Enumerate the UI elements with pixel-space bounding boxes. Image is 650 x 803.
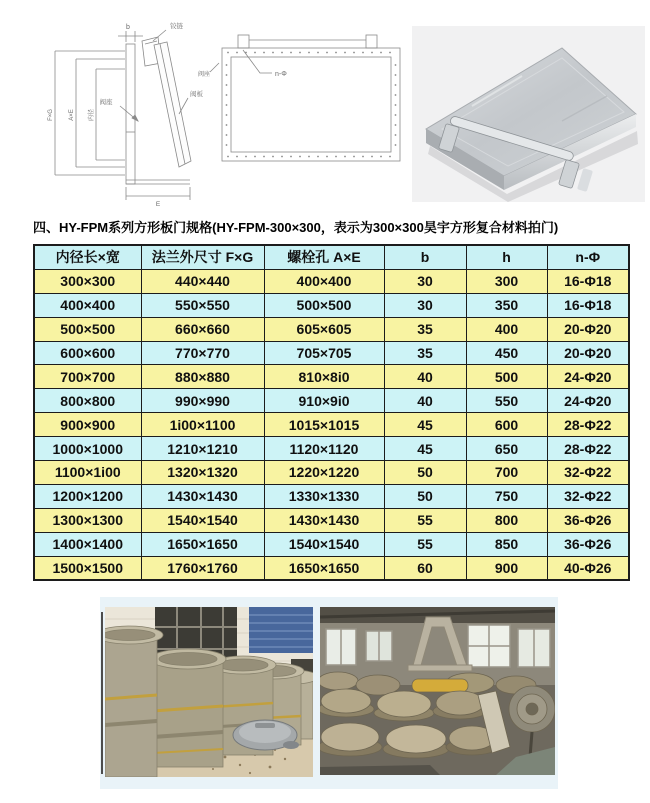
table-row <box>34 341 629 365</box>
dim-bolt-label: A×E <box>69 109 75 121</box>
table-cell: 500×500 <box>264 293 384 317</box>
table-cell: 1210×1210 <box>141 437 264 461</box>
spec-table-head <box>34 245 629 269</box>
front-view-drawing <box>198 20 408 180</box>
table-cell: 400 <box>466 317 547 341</box>
table-cell: 1430×1430 <box>264 508 384 532</box>
table-cell: 1015×1015 <box>264 413 384 437</box>
table-cell: 400×400 <box>34 293 141 317</box>
table-cell: 750 <box>466 484 547 508</box>
table-row <box>34 556 629 580</box>
table-cell: 910×9i0 <box>264 389 384 413</box>
table-cell: 1100×1i00 <box>34 461 141 485</box>
table-row <box>34 461 629 485</box>
table-cell: 1i00×1100 <box>141 413 264 437</box>
factory-photo-left-svg <box>105 607 313 777</box>
table-cell: 40 <box>384 389 466 413</box>
dim-outer-label: F×G <box>48 109 54 121</box>
table-cell: 500 <box>466 365 547 389</box>
table-cell: 700 <box>466 461 547 485</box>
table-row <box>34 317 629 341</box>
hinge-tab-right <box>366 35 377 48</box>
table-cell: 1400×1400 <box>34 532 141 556</box>
table-cell: 36-Φ26 <box>547 532 629 556</box>
flange-outer-rect <box>222 48 400 161</box>
flange-plate <box>126 44 135 184</box>
table-cell: 1540×1540 <box>264 532 384 556</box>
table-cell: 16-Φ18 <box>547 269 629 293</box>
table-cell: 32-Φ22 <box>547 484 629 508</box>
seat-label: 阀座 <box>99 99 113 106</box>
table-cell: 1760×1760 <box>141 556 264 580</box>
table-cell: 32-Φ22 <box>547 461 629 485</box>
table-cell: 700×700 <box>34 365 141 389</box>
table-cell: 35 <box>384 317 466 341</box>
table-cell: 705×705 <box>264 341 384 365</box>
factory-photo-left <box>105 607 313 777</box>
column-header: b <box>384 245 466 269</box>
product-photo-svg <box>412 26 645 202</box>
table-cell: 45 <box>384 437 466 461</box>
dim-inner-label: 内径 <box>89 108 95 122</box>
dim-b-label: b <box>126 24 130 31</box>
factory-photo-right-svg <box>320 607 555 775</box>
factory-photos-panel <box>100 597 558 789</box>
table-cell: 1120×1120 <box>264 437 384 461</box>
table-cell: 55 <box>384 532 466 556</box>
spec-table <box>33 244 630 581</box>
table-cell: 600×600 <box>34 341 141 365</box>
table-cell: 60 <box>384 556 466 580</box>
side-view-drawing-svg <box>30 14 205 210</box>
column-header: 螺栓孔 A×E <box>264 245 384 269</box>
table-cell: 24-Φ20 <box>547 365 629 389</box>
table-cell: 900 <box>466 556 547 580</box>
table-cell: 990×990 <box>141 389 264 413</box>
product-photo <box>412 26 645 202</box>
table-cell: 550 <box>466 389 547 413</box>
flap-label: 阀板 <box>190 91 203 98</box>
table-cell: 45 <box>384 413 466 437</box>
table-cell: 1430×1430 <box>141 484 264 508</box>
table-cell: 55 <box>384 508 466 532</box>
table-cell: 300 <box>466 269 547 293</box>
table-cell: 1500×1500 <box>34 556 141 580</box>
table-cell: 28-Φ22 <box>547 437 629 461</box>
column-header: n-Φ <box>547 245 629 269</box>
table-cell: 440×440 <box>141 269 264 293</box>
factory-photo-right <box>320 607 555 775</box>
table-cell: 880×880 <box>141 365 264 389</box>
column-header: 法兰外尺寸 F×G <box>141 245 264 269</box>
table-cell: 900×900 <box>34 413 141 437</box>
column-header: h <box>466 245 547 269</box>
photo-edge-line <box>101 612 103 774</box>
section-heading: 四、HY-FPM系列方形板门规格(HY-FPM-300×300，表示为300×300昊宇方形复合材料拍门) <box>33 220 559 235</box>
bolt-callout-label: n-Φ <box>275 71 287 78</box>
table-cell: 1300×1300 <box>34 508 141 532</box>
table-cell: 350 <box>466 293 547 317</box>
column-header: 内径长×宽 <box>34 245 141 269</box>
table-cell: 40 <box>384 365 466 389</box>
table-cell: 400×400 <box>264 269 384 293</box>
table-cell: 30 <box>384 293 466 317</box>
table-cell: 1000×1000 <box>34 437 141 461</box>
table-cell: 810×8i0 <box>264 365 384 389</box>
hinge-tab-left <box>238 35 249 48</box>
table-cell: 800×800 <box>34 389 141 413</box>
spec-table-body <box>34 269 629 580</box>
flange-inner-rect <box>231 57 391 152</box>
table-cell: 1220×1220 <box>264 461 384 485</box>
table-cell: 600 <box>466 413 547 437</box>
table-cell: 1540×1540 <box>141 508 264 532</box>
front-seat-label: 阀座 <box>198 72 211 78</box>
front-view-drawing-svg <box>198 20 408 180</box>
table-cell: 35 <box>384 341 466 365</box>
table-cell: 24-Φ20 <box>547 389 629 413</box>
header-row <box>34 245 629 269</box>
table-row <box>34 365 629 389</box>
table-cell: 40-Φ26 <box>547 556 629 580</box>
table-row <box>34 389 629 413</box>
table-cell: 660×660 <box>141 317 264 341</box>
table-cell: 20-Φ20 <box>547 341 629 365</box>
table-row <box>34 293 629 317</box>
table-cell: 1650×1650 <box>264 556 384 580</box>
table-cell: 650 <box>466 437 547 461</box>
table-cell: 800 <box>466 508 547 532</box>
hinge-label: 铰链 <box>170 23 183 30</box>
table-cell: 1320×1320 <box>141 461 264 485</box>
table-cell: 1330×1330 <box>264 484 384 508</box>
side-view-drawing <box>30 14 205 210</box>
table-cell: 30 <box>384 269 466 293</box>
yellow-object <box>412 679 468 692</box>
table-cell: 50 <box>384 484 466 508</box>
table-row <box>34 413 629 437</box>
table-cell: 500×500 <box>34 317 141 341</box>
table-cell: 1650×1650 <box>141 532 264 556</box>
dim-bottom-label: E <box>155 201 161 208</box>
table-cell: 36-Φ26 <box>547 508 629 532</box>
table-cell: 770×770 <box>141 341 264 365</box>
table-cell: 20-Φ20 <box>547 317 629 341</box>
table-cell: 550×550 <box>141 293 264 317</box>
table-cell: 50 <box>384 461 466 485</box>
table-row <box>34 484 629 508</box>
table-cell: 16-Φ18 <box>547 293 629 317</box>
table-row <box>34 532 629 556</box>
table-cell: 1200×1200 <box>34 484 141 508</box>
roller-door <box>249 607 313 653</box>
table-cell: 605×605 <box>264 317 384 341</box>
table-cell: 28-Φ22 <box>547 413 629 437</box>
table-cell: 450 <box>466 341 547 365</box>
table-row <box>34 269 629 293</box>
table-row <box>34 508 629 532</box>
table-row <box>34 437 629 461</box>
table-cell: 850 <box>466 532 547 556</box>
table-cell: 300×300 <box>34 269 141 293</box>
bolt-holes <box>226 52 397 158</box>
